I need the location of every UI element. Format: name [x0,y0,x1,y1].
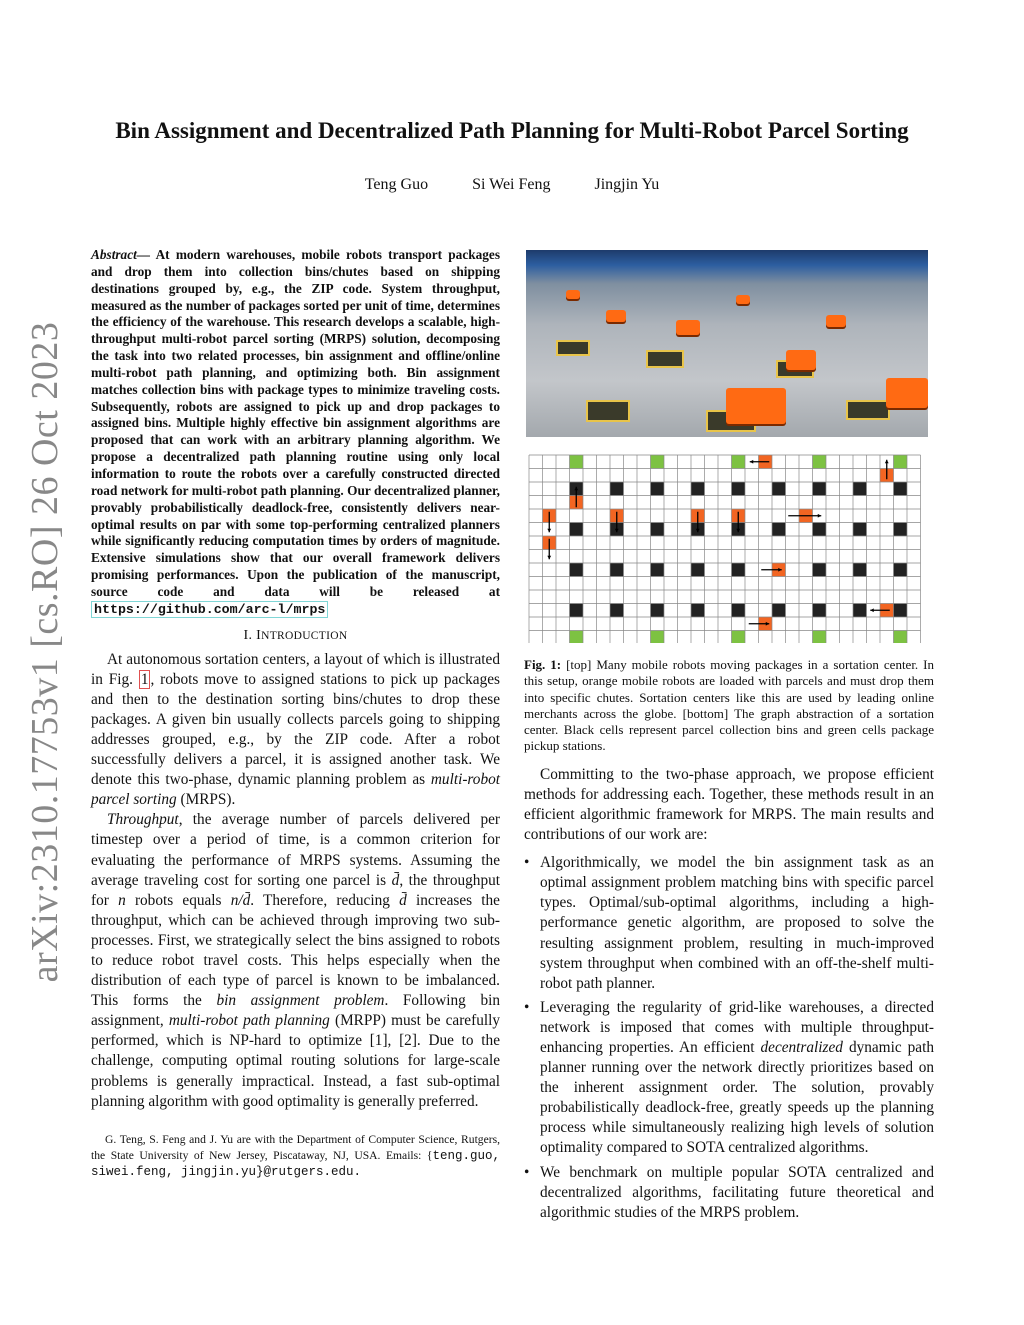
collection-bin-cell [651,523,665,537]
pickup-station-cell [651,455,665,469]
text-run: We benchmark on multiple popular SOTA centralized and decentralized algorithms, facilitating future theoretical and algorithmic studies of the MRPS problem. [540,1163,934,1221]
arrow-head [750,460,754,464]
collection-bin-cell [772,523,786,537]
text-run: (MRPS). [176,791,236,809]
arrow-head [818,514,822,518]
author-name: Si Wei Feng [472,176,551,193]
arxiv-sidebar [20,321,70,983]
text-run: robots equals [125,891,231,909]
math-var: n [118,891,126,909]
chute-opening [646,350,684,368]
collection-bin-cell [570,523,584,537]
text-run: At autonomous sortation centers, a layout of which is illustrated in Fig. [91,650,500,688]
grid-abstraction-figure [527,453,934,643]
collection-bin-cell [772,604,786,618]
figure-label: Fig. 1: [524,657,562,672]
grid-abstraction [527,453,927,643]
text-run: . Therefore, reducing [250,891,400,909]
section-number: I. [243,627,253,643]
sortation-center-photo [526,250,928,437]
intro-paragraph-1 [91,650,500,811]
mobile-robot [886,378,928,408]
section-heading [91,628,500,644]
text-run: G. Teng, S. Feng and J. Yu are with the Department of Computer Science, Rutgers, the State University of New Jersey, Piscataway, NJ, USA. Emails: { [91,1132,500,1162]
collection-bin-cell [691,604,705,618]
figure-ref-link[interactable]: 1 [140,670,149,688]
collection-bin-cell [853,523,867,537]
author-name: Teng Guo [364,176,429,193]
math-var: d̄ [399,891,407,909]
text-run: . Following bin assignment, [91,992,500,1030]
contribution-item [524,998,934,1159]
collection-bin-cell [853,482,867,496]
email-list: teng.guo, siwei.feng, jingjin.yu [91,1148,500,1179]
emphasis: multi-robot parcel sorting [91,771,500,809]
author-list [60,176,964,194]
mobile-robot [726,388,786,424]
mobile-robot [786,350,816,370]
section-title-first: I [256,627,262,643]
collection-bin-cell [732,482,746,496]
collection-bin-cell [651,482,665,496]
text-run: (MRPP) must be carefully performed, which is NP-hard to optimize [1], [2]. Due to the challenge, computing optimal routing solutions for large-scale problems is generally impractical. Instead, a fast sub-optimal planning algorithm with good optimality is generally preferred. [91,1012,500,1110]
caption-text: [top] Many mobile robots moving packages in a sortation center. In this setup, orange mobile robots are loaded with parcels and must drop them into specific chutes. Sortation centers like this are used by leading online merchants across the globe. [bottom] The graph abstraction of a sortation center. Black cells represent parcel collection bins and green cells package pickup stations. [524,657,934,754]
collection-bin-cell [610,563,624,577]
math-var: n/d̄ [230,891,251,909]
chute-opening [846,400,890,420]
collection-bin-cell [732,604,746,618]
collection-bin-cell [772,482,786,496]
emphasis: Throughput [107,811,179,829]
text-run: , the throughput for [91,871,500,909]
contribution-item [524,853,934,994]
pickup-station-cell [651,631,665,644]
pickup-station-cell [813,455,827,469]
mobile-robot [606,310,626,322]
mobile-robot [566,290,580,299]
collection-bin-cell [813,563,827,577]
author-name: Jingjin Yu [594,176,660,193]
abstract-text: At modern warehouses, mobile robots transport packages and drop them into collection bins/chutes based on shipping destinations grouped by, e.g., the ZIP code. System throughput, measured as the number of packages sorted per unit of time, determines the efficiency of the warehouse. This research develops a scalable, high-throughput multi-robot parcel sorting (MRPS) solution, decomposing the task into two related processes, bin assignment and offline/online multi-robot path planning, and optimizing both. Bin assignment matches collection bins with package types to minimize traveling costs. Subsequently, robots are assigned to pick up and drop packages to assigned bins. Multiple highly effective bin assignment algorithms are proposed that can work with an arbitrary planning algorithm. We propose a decentralized path planning routine using only local information to route the robots over a carefully constructed directed road network for multi-robot path planning. Our decentralized planner, provably probabilistically deadlock-free, consistently delivers near-optimal results on par with some top-performing centralized planners while significantly reducing computation times by orders of magnitude. Extensive simulations show that our overall framework delivers promising performances. Upon the publication of the manuscript, source code and data will be released at [91,247,500,599]
source-code-link[interactable]: https://github.com/arc-l/mrps [91,601,328,618]
collection-bin-cell [610,482,624,496]
arxiv-identifier: arXiv:2310.17753v1 [cs.RO] 26 Oct 2023 [24,321,66,983]
arrow-head [547,529,551,533]
abstract-label: Abstract— [91,247,151,262]
contribution-item [524,1163,934,1223]
collection-bin-cell [853,563,867,577]
text-run: increases the throughput, which can be achieved through improving two sub-processes. First, we strategically select the bins assigned to robots to reduce robot travel costs. This helps especially when the distribution of each type of parcel is known to be imbalanced. This forms the [91,891,500,1010]
collection-bin-cell [651,563,665,577]
arrow-head [885,460,889,464]
collection-bin-cell [691,563,705,577]
mobile-robot [676,320,700,335]
pickup-station-cell [570,455,584,469]
chute-opening [586,400,630,422]
pickup-station-cell [570,631,584,644]
arrow-head [870,608,874,612]
figure-caption [524,657,934,755]
pickup-station-cell [732,455,746,469]
text-run: , robots move to assigned stations to pick up packages and then to the destination sorting bins/chutes to drop these packages. A given bin usually collects parcels going to shipping addresses grouped, e.g., by the ZIP code. After a robot successfully delivers a parcel, it is assigned another task. We denote this two-phase, dynamic planning problem as [91,670,500,789]
collection-bin-cell [894,563,908,577]
collection-bin-cell [894,482,908,496]
right-column [524,250,934,1227]
emphasis: decentralized [760,1039,843,1056]
chute-opening [556,340,590,356]
author-footnote [91,1132,500,1180]
collection-bin-cell [894,604,908,618]
collection-bin-cell [651,604,665,618]
text-run: Algorithmically, we model the bin assignment task as an optimal assignment problem matching bins with specific parcel types. Optimal/sub-optimal algorithms, including a high-performance genetic algorithm, are proposed to solve the resulting assignment problem, resulting in much-improved system throughput when combined with an off-the-shelf multi-robot path planner. [540,854,934,992]
abstract [91,247,500,619]
paper-title: Bin Assignment and Decentralized Path Planning for Multi-Robot Parcel Sorting [115,118,909,143]
pickup-station-cell [894,631,908,644]
collection-bin-cell [570,604,584,618]
collection-bin-cell [610,604,624,618]
collection-bin-cell [813,482,827,496]
left-column [91,247,500,1191]
collection-bin-cell [813,523,827,537]
contributions-intro: Committing to the two-phase approach, we propose efficient methods for addressing each. Together, these methods result in an efficient algorithmic framework for MRPS. The main results and contributions of our work are: [524,765,934,844]
collection-bin-cell [691,482,705,496]
text-run: , the average number of parcels delivered per timestep over a period of time, is a common criterion for evaluating the performance of MRPS systems. Assuming the average traveling cost for sorting one parcel is [91,811,500,889]
collection-bin-cell [570,563,584,577]
pickup-station-cell [813,631,827,644]
emphasis: bin assignment problem [216,992,385,1010]
pickup-station-cell [894,455,908,469]
collection-bin-cell [894,523,908,537]
email-domain: }@rutgers.edu. [256,1164,362,1179]
collection-bin-cell [732,563,746,577]
math-var: d̄ [391,871,400,889]
collection-bin-cell [853,604,867,618]
mobile-robot [736,295,750,304]
arrow-head [547,556,551,560]
emphasis: multi-robot path planning [168,1012,330,1030]
section-title-rest: NTRODUCTION [261,629,348,642]
intro-paragraph-2 [91,810,500,1111]
pickup-station-cell [732,631,746,644]
mobile-robot [826,315,846,327]
text-run: dynamic path planner running over the network directly prioritizes based on the inherent assignment order. The solution, provably probabilistically deadlock-free, greatly speeds up the planning process while simultaneously realizing high levels of solution optimality compared to SOTA centralized algorithms. [540,1039,934,1157]
text-run: Leveraging the regularity of grid-like warehouses, a directed network is imposed that comes with multiple throughput-enhancing properties. An efficient [540,998,934,1056]
collection-bin-cell [813,604,827,618]
contribution-list [524,853,934,1223]
